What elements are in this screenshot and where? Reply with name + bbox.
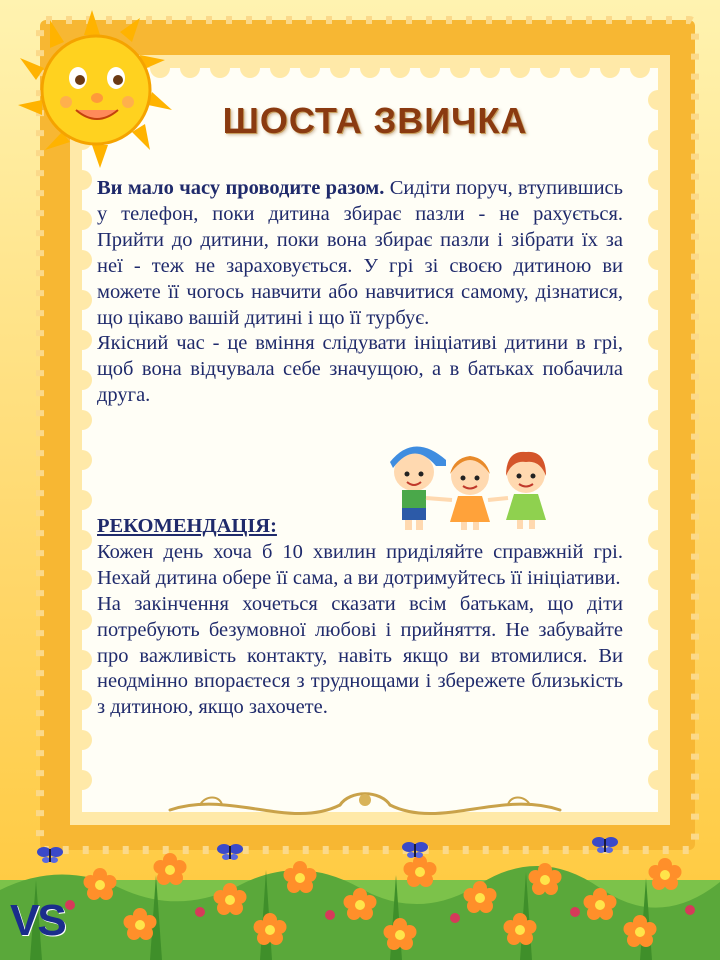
recommendation-paragraph-1: Кожен день хоча б 10 хвилин приділяйте справжній грі. Нехай дитина обере її сама, а ви дотримуйтесь її ініціативи.: [97, 540, 623, 589]
recommendation-paragraph-2: На закінчення хочеться сказати всім батькам, що діти потребують безумовної любові і прийняття. Не забувайте про важливість контакту, навіть якщо ви втомилися. Ви неодмінно впораєтеся з труднощами і збережете близькість з дитиною, якщо захочете.: [97, 592, 623, 719]
paragraph-2: Якісний час - це вміння слідувати ініціативі дитини в грі, щоб вона відчувала себе значущою, а в батьках побачила друга.: [97, 332, 623, 407]
lead-phrase: Ви мало часу проводите разом.: [97, 177, 385, 199]
flower-meadow: [0, 837, 720, 960]
body-text: [97, 176, 623, 409]
paragraph-1-rest: Сидіти поруч, втупившись у телефон, поки дитина збирає пазли - не рахується. Прийти до дитини, поки вона збирає пазли і зібрати їх за неї - теж не зараховується. У грі зі своєю дитиною ви можете її чогось навчити або навчитися самому, дізнатися, що цікаво вашій дитині і що її турбує.: [97, 177, 623, 329]
vs-logo: VS: [10, 896, 65, 945]
paragraph-1: [97, 176, 623, 331]
recommendation-heading: РЕКОМЕНДАЦІЯ:: [97, 515, 277, 537]
page-title: ШОСТА ЗВИЧКА: [222, 100, 528, 141]
recommendation-block: [97, 514, 623, 721]
